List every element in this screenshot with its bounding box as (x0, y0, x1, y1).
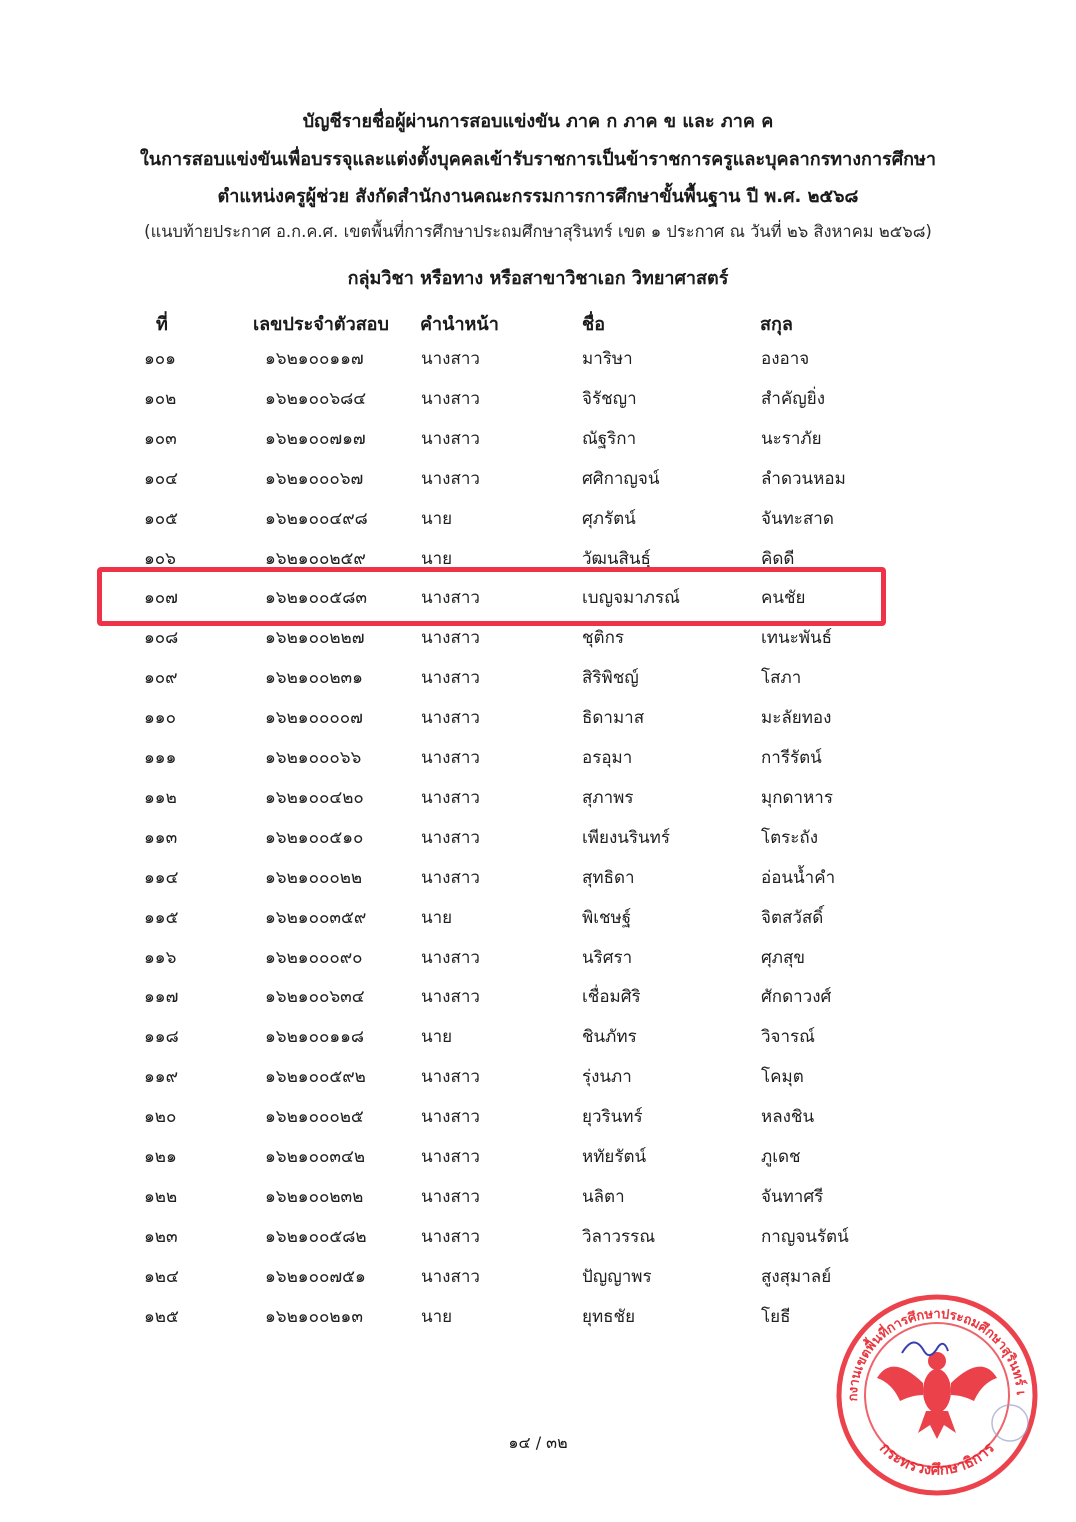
cell-first-name: วิลาวรรณ (582, 1226, 656, 1247)
cell-no: ๑๑๐ (144, 708, 176, 729)
cell-no: ๑๑๗ (144, 987, 179, 1008)
cell-last-name: มุกดาหาร (761, 787, 833, 808)
cell-exam-id: ๑๖๒๑๐๐๐๒๕ (265, 1107, 364, 1128)
table-row (0, 385, 1076, 425)
cell-first-name: อรอุมา (582, 748, 633, 768)
cell-last-name: คิดดี (761, 548, 795, 569)
cell-last-name: ลำดวนหอม (761, 468, 846, 489)
cell-exam-id: ๑๖๒๑๐๐๐๒๒ (265, 867, 363, 888)
table-row (0, 505, 1076, 545)
cell-exam-id: ๑๖๒๑๐๐๓๕๙ (265, 907, 367, 928)
cell-first-name: ณัฐริกา (582, 428, 637, 449)
cell-prefix: นาย (421, 548, 453, 569)
cell-prefix: นางสาว (421, 867, 480, 888)
table-row (0, 664, 1076, 704)
cell-exam-id: ๑๖๒๑๐๐๗๑๗ (265, 428, 366, 449)
cell-exam-id: ๑๖๒๑๐๐๖๓๔ (265, 987, 365, 1008)
cell-no: ๑๐๕ (144, 508, 179, 529)
cell-first-name: สุภาพร (582, 787, 634, 808)
cell-no: ๑๑๖ (144, 947, 177, 968)
cell-no: ๑๑๑ (144, 748, 177, 768)
cell-first-name: เบญจมาภรณ์ (582, 588, 680, 609)
column-header-first-name: ชื่อ (582, 314, 606, 335)
table-row (0, 704, 1076, 744)
cell-last-name: จันทาศรี (761, 1186, 824, 1207)
cell-prefix: นางสาว (421, 468, 480, 489)
cell-prefix: นาย (421, 508, 453, 529)
cell-prefix: นางสาว (421, 947, 480, 968)
cell-no: ๑๐๔ (144, 468, 179, 489)
cell-last-name: หลงชิน (761, 1107, 815, 1128)
subject-group-title: กลุ่มวิชา หรือทาง หรือสาขาวิชาเอก วิทยาศาสตร์ (347, 268, 729, 289)
cell-exam-id: ๑๖๒๑๐๐๔๒๐ (265, 787, 364, 808)
table-row (0, 1143, 1076, 1183)
cell-last-name: อ่อนน้ำคำ (761, 867, 836, 888)
cell-exam-id: ๑๖๒๑๐๐๕๙๒ (265, 1067, 366, 1088)
table-row (0, 1183, 1076, 1223)
cell-first-name: มาริษา (582, 349, 633, 369)
table-row (0, 904, 1076, 944)
cell-prefix: นาย (421, 907, 453, 928)
cell-no: ๑๐๑ (144, 349, 176, 369)
cell-no: ๑๑๕ (144, 907, 179, 928)
cell-first-name: ยุทธชัย (582, 1306, 636, 1327)
cell-no: ๑๑๘ (144, 1027, 179, 1048)
cell-no: ๑๐๗ (144, 588, 178, 609)
cell-exam-id: ๑๖๒๑๐๐๓๔๒ (265, 1147, 366, 1167)
cell-prefix: นางสาว (421, 349, 480, 369)
cell-last-name: ศักดาวงศ์ (761, 987, 832, 1008)
seal-icon (822, 1283, 1052, 1498)
highlight-box (97, 567, 886, 626)
cell-exam-id: ๑๖๒๑๐๐๕๘๓ (265, 588, 367, 609)
cell-first-name: ชินภัทร (582, 1027, 637, 1048)
table-row (0, 624, 1076, 664)
cell-first-name: สิริพิชญ์ (582, 668, 639, 689)
cell-prefix: นางสาว (421, 628, 480, 649)
cell-prefix: นางสาว (421, 668, 480, 689)
official-seal (822, 1283, 1052, 1498)
cell-last-name: วิจารณ์ (761, 1027, 815, 1048)
cell-exam-id: ๑๖๒๑๐๐๐๐๗ (265, 708, 363, 729)
cell-prefix: นางสาว (421, 787, 480, 808)
column-header-prefix: คำนำหน้า (420, 314, 499, 335)
cell-first-name: ปัญญาพร (582, 1266, 652, 1287)
cell-prefix: นางสาว (421, 1186, 480, 1207)
table-row (0, 465, 1076, 505)
cell-exam-id: ๑๖๒๑๐๐๒๑๓ (265, 1306, 363, 1327)
cell-exam-id: ๑๖๒๑๐๐๑๑๘ (265, 1027, 365, 1048)
table-row (0, 1223, 1076, 1263)
cell-last-name: นะราภัย (761, 428, 822, 449)
cell-last-name: คนชัย (761, 588, 806, 609)
cell-last-name: โคมุต (761, 1067, 804, 1088)
cell-last-name: โตระถัง (761, 827, 819, 848)
cell-first-name: นริศรา (582, 947, 633, 968)
cell-no: ๑๐๙ (144, 668, 178, 689)
cell-no: ๑๑๔ (144, 867, 179, 888)
table-row (0, 1063, 1076, 1103)
cell-prefix: นางสาว (421, 428, 480, 449)
cell-exam-id: ๑๖๒๑๐๐๕๘๒ (265, 1226, 367, 1247)
column-header-last-name: สกุล (760, 314, 793, 335)
cell-last-name: โสภา (761, 668, 802, 689)
cell-last-name: โยธี (761, 1306, 791, 1327)
cell-no: ๑๒๐ (144, 1107, 177, 1128)
cell-first-name: ยุวรินทร์ (582, 1107, 643, 1128)
cell-exam-id: ๑๖๒๑๐๐๗๕๑ (265, 1266, 366, 1287)
cell-last-name: มะลัยทอง (761, 708, 832, 729)
cell-prefix: นางสาว (421, 588, 480, 609)
cell-prefix: นางสาว (421, 388, 480, 409)
table-row (0, 425, 1076, 465)
svg-text:กระทรวงศึกษาธิการ (876, 1438, 998, 1478)
table-row (0, 784, 1076, 824)
cell-last-name: ศุภสุข (761, 947, 805, 968)
seal-text-bottom: กระทรวงศึกษาธิการ (876, 1438, 998, 1479)
cell-no: ๑๑๙ (144, 1067, 179, 1088)
cell-last-name: เทนะพันธ์ (761, 628, 832, 649)
cell-first-name: เพียงนรินทร์ (582, 827, 670, 848)
cell-exam-id: ๑๖๒๑๐๐๐๖๖ (265, 748, 362, 768)
table-row (0, 824, 1076, 864)
title-line-3: ตำแหน่งครูผู้ช่วย สังกัดสำนักงานคณะกรรมการการศึกษาขั้นพื้นฐาน ปี พ.ศ. ๒๕๖๘ (217, 186, 859, 207)
garuda-emblem-icon (877, 1352, 997, 1439)
table-row (0, 864, 1076, 904)
cell-no: ๑๑๒ (144, 787, 177, 808)
cell-exam-id: ๑๖๒๑๐๐๔๙๘ (265, 508, 368, 529)
cell-no: ๑๒๒ (144, 1186, 178, 1207)
cell-last-name: สำคัญยิ่ง (761, 388, 826, 409)
cell-first-name: เชื่อมศิริ (582, 987, 641, 1008)
cell-last-name: กาญจนรัตน์ (761, 1226, 849, 1247)
cell-prefix: นางสาว (421, 1266, 480, 1287)
column-header-no: ที่ (156, 314, 168, 335)
cell-first-name: ศุภรัตน์ (582, 508, 636, 529)
cell-no: ๑๐๘ (144, 628, 179, 649)
cell-first-name: หทัยรัตน์ (582, 1147, 647, 1167)
table-row (0, 983, 1076, 1023)
cell-first-name: สุทธิดา (582, 867, 635, 888)
cell-prefix: นาย (421, 1027, 453, 1048)
cell-prefix: นางสาว (421, 708, 480, 729)
cell-prefix: นางสาว (421, 1147, 480, 1167)
cell-exam-id: ๑๖๒๑๐๐๒๓๑ (265, 668, 363, 689)
cell-exam-id: ๑๖๒๑๐๐๖๘๔ (265, 388, 367, 409)
cell-last-name: สูงสุมาลย์ (761, 1266, 832, 1287)
cell-last-name: ภูเดช (761, 1147, 801, 1167)
column-header-exam-id: เลขประจำตัวสอบ (253, 314, 389, 335)
cell-prefix: นางสาว (421, 1107, 480, 1128)
cell-last-name: การีรัตน์ (761, 748, 822, 768)
cell-exam-id: ๑๖๒๑๐๐๒๓๒ (265, 1186, 364, 1207)
cell-first-name: รุ่งนภา (582, 1067, 632, 1088)
cell-no: ๑๒๔ (144, 1266, 179, 1287)
cell-first-name: ศศิกาญจน์ (582, 468, 660, 489)
table-row (0, 944, 1076, 984)
page-number: ๑๔ / ๓๒ (508, 1433, 568, 1452)
cell-first-name: จิรัชญา (582, 388, 637, 409)
cell-no: ๑๑๓ (144, 827, 178, 848)
cell-prefix: นาย (421, 1306, 453, 1327)
cell-prefix: นางสาว (421, 1226, 480, 1247)
cell-first-name: วัฒนสินธุ์ (582, 548, 651, 569)
title-line-1: บัญชีรายชื่อผู้ผ่านการสอบแข่งขัน ภาค ก ภาค ข และ ภาค ค (302, 111, 774, 132)
cell-no: ๑๐๓ (144, 428, 177, 449)
cell-exam-id: ๑๖๒๑๐๐๐๙๐ (265, 947, 363, 968)
cell-no: ๑๒๓ (144, 1226, 178, 1247)
cell-first-name: ชุติกร (582, 628, 625, 649)
title-line-2: ในการสอบแข่งขันเพื่อบรรจุและแต่งตั้งบุคคลเข้ารับราชการเป็นข้าราชการครูและบุคลากรทางการศึกษา (139, 149, 937, 170)
table-row (0, 1023, 1076, 1063)
cell-exam-id: ๑๖๒๑๐๐๒๒๗ (265, 628, 365, 649)
table-row (0, 345, 1076, 385)
cell-prefix: นางสาว (421, 827, 480, 848)
cell-first-name: ธิดามาส (582, 708, 645, 729)
cell-first-name: พิเชษฐ์ (582, 907, 632, 928)
cell-prefix: นางสาว (421, 1067, 480, 1088)
cell-last-name: องอาจ (761, 349, 810, 369)
cell-exam-id: ๑๖๒๑๐๐๐๖๗ (265, 468, 364, 489)
cell-first-name: นลิตา (582, 1186, 625, 1207)
cell-no: ๑๒๑ (144, 1147, 177, 1167)
announcement-note: (แนบท้ายประกาศ อ.ก.ค.ศ. เขตพื้นที่การศึกษาประถมศึกษาสุรินทร์ เขต ๑ ประกาศ ณ วันที่ ๒๖ สิงหาคม ๒๕๖๘) (144, 222, 932, 241)
cell-last-name: จันทะสาด (761, 508, 834, 529)
cell-exam-id: ๑๖๒๑๐๐๑๑๗ (265, 349, 364, 369)
cell-last-name: จิตสวัสดิ์ (761, 907, 824, 928)
cell-prefix: นางสาว (421, 987, 480, 1008)
cell-no: ๑๐๒ (144, 388, 177, 409)
cell-no: ๑๒๕ (144, 1306, 179, 1327)
cell-prefix: นางสาว (421, 748, 480, 768)
seal-text-top: กงานเขตพื้นที่การศึกษาประถมศึกษาสุรินทร์ เ (845, 1306, 1028, 1402)
cell-exam-id: ๑๖๒๑๐๐๕๑๐ (265, 827, 364, 848)
table-row (0, 1103, 1076, 1143)
cell-no: ๑๐๖ (144, 548, 176, 569)
cell-exam-id: ๑๖๒๑๐๐๒๕๙ (265, 548, 366, 569)
table-row (0, 744, 1076, 784)
